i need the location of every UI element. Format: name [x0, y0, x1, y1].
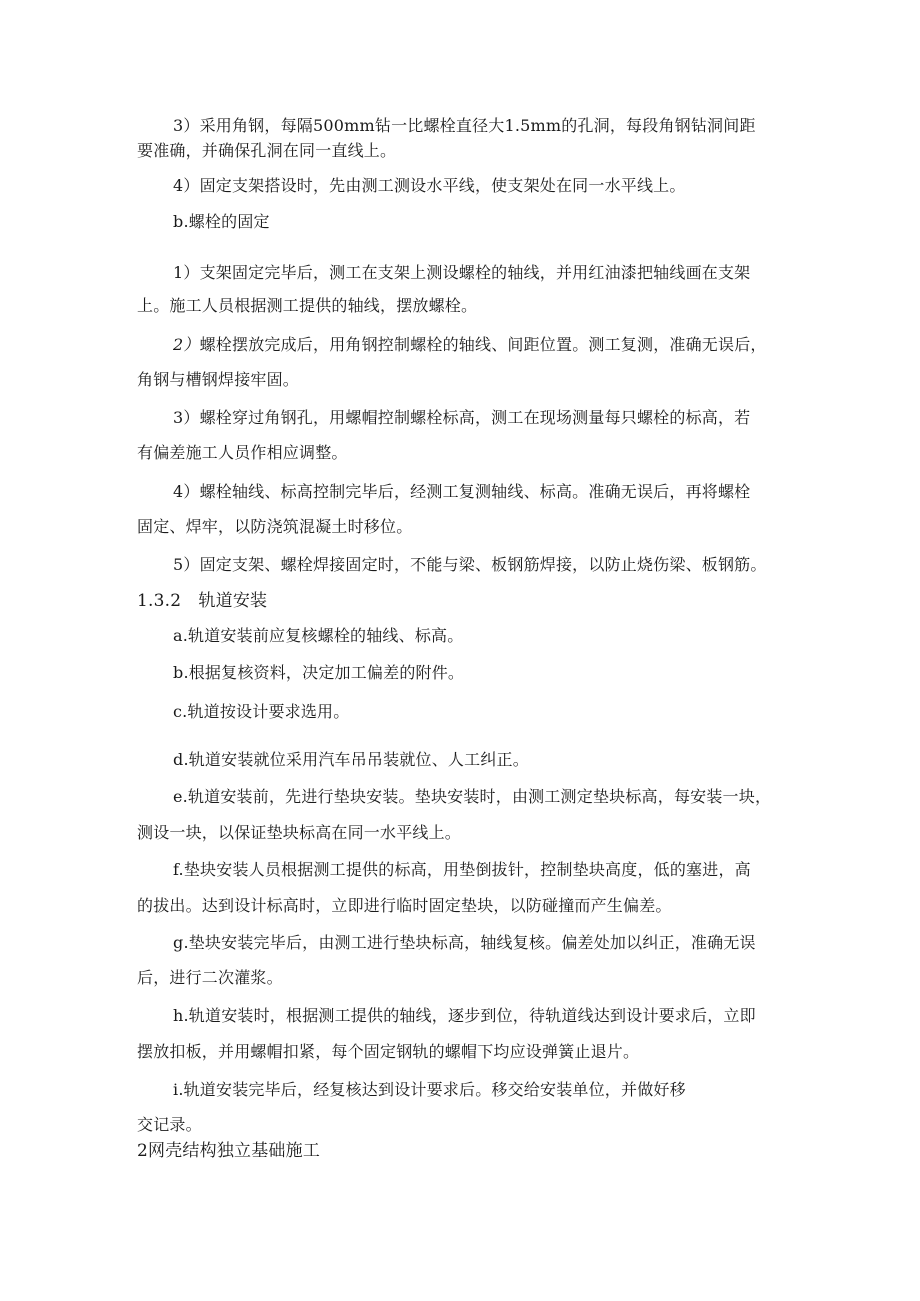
para-angle-steel-line2: 要准确，并确保孔洞在同一直线上。 — [137, 141, 397, 160]
list-item-g-line2: 后，进行二次灌浆。 — [137, 968, 283, 987]
list-item-e-line2: 测设一块，以保证垫块标高在同一水平线上。 — [137, 823, 462, 842]
para-support-level: 4）固定支架搭设时，先由测工测设水平线，使支架处在同一水平线上。 — [173, 176, 686, 195]
section-heading-track-installation: 1.3.2 轨道安装 — [137, 591, 268, 611]
list-item-c: c.轨道按设计要求选用。 — [173, 702, 350, 721]
para-bolt-elevation-line2: 有偏差施工人员作相应调整。 — [137, 443, 348, 462]
list-item-b: b.根据复核资料，决定加工偏差的附件。 — [173, 663, 465, 682]
para-bolt-placement-line2: 角钢与槽钢焊接牢固。 — [137, 370, 300, 389]
para-bolt-axis-line2: 上。施工人员根据测工提供的轴线，摆放螺栓。 — [137, 296, 478, 315]
list-item-h-line2: 摆放扣板，并用螺帽扣紧，每个固定钢轨的螺帽下均应设弹簧止退片。 — [137, 1042, 640, 1061]
list-item-a: a.轨道安装前应复核螺栓的轴线、标高。 — [173, 626, 464, 645]
para-bolt-placement-text: 螺栓摆放完成后，用角钢控制螺栓的轴线、间距位置。测工复测，准确无误后， — [199, 335, 767, 354]
para-bolt-check-line1: 4）螺栓轴线、标高控制完毕后，经测工复测轴线、标高。准确无误后，再将螺栓 — [173, 482, 751, 501]
para-bolt-elevation-line1: 3）螺栓穿过角钢孔，用螺帽控制螺栓标高，测工在现场测量每只螺栓的标高，若 — [173, 408, 751, 427]
para-bolt-placement-line1 — [173, 335, 767, 355]
list-item-f-line2: 的拔出。达到设计标高时，立即进行临时固定垫块，以防碰撞而产生偏差。 — [137, 896, 672, 915]
list-item-f-line1: f.垫块安装人员根据测工提供的标高，用垫倒拔针，控制垫块高度，低的塞进，高 — [173, 860, 751, 879]
section-heading-independent-foundation: 2网壳结构独立基础施工 — [137, 1141, 321, 1161]
list-item-i-line2: 交记录。 — [137, 1115, 202, 1134]
para-bolt-check-line2: 固定、焊牢，以防浇筑混凝土时移位。 — [137, 517, 413, 536]
para-angle-steel-line1: 3）采用角钢，每隔500mm钻一比螺栓直径大1.5mm的孔洞，每段角钢钻洞间距 — [173, 116, 756, 135]
list-item-i-line1: i.轨道安装完毕后，经复核达到设计要求后。移交给安装单位，并做好移 — [173, 1080, 686, 1099]
para-bolt-axis-line1: 1）支架固定完毕后，测工在支架上测设螺栓的轴线，并用红油漆把轴线画在支架 — [173, 263, 751, 282]
subheading-bolt-fixing: b.螺栓的固定 — [173, 212, 270, 231]
para-welding-note: 5）固定支架、螺栓焊接固定时，不能与梁、板钢筋焊接，以防止烧伤梁、板钢筋。 — [173, 555, 767, 574]
list-item-d: d.轨道安装就位采用汽车吊吊装就位、人工纠正。 — [173, 750, 529, 769]
list-item-e-line1: e.轨道安装前，先进行垫块安装。垫块安装时，由测工测定垫块标高，每安装一块， — [173, 787, 772, 806]
para-number: 2） — [173, 335, 200, 354]
list-item-g-line1: g.垫块安装完毕后，由测工进行垫块标高，轴线复核。偏差处加以纠正，准确无误 — [173, 933, 756, 952]
list-item-h-line1: h.轨道安装时，根据测工提供的轴线，逐步到位，待轨道线达到设计要求后，立即 — [173, 1006, 756, 1025]
